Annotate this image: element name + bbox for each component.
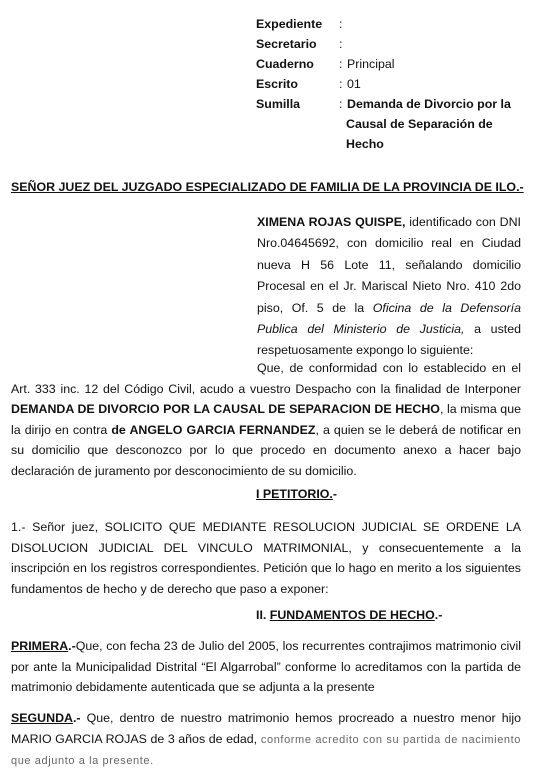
header-key: Sumilla	[256, 97, 301, 111]
sumilla-continuation: Hecho	[346, 137, 384, 151]
header-row-expediente: Expediente :	[256, 14, 511, 34]
addressee: SEÑOR JUEZ DEL JUZGADO ESPECIALIZADO DE FAMILIA DE LA PROVINCIA DE ILO.-	[11, 180, 524, 194]
header-key: Cuaderno	[256, 57, 314, 71]
sumilla-continuation: Causal de Separación de	[346, 117, 493, 131]
primera-label: PRIMERA	[11, 639, 69, 653]
case-header	[256, 14, 511, 154]
fundamento-segunda: SEGUNDA.- Que, dentro de nuestro matrimonio hemos procreado a nuestro menor hijo MARIO GARCIA ROJAS de 3 años de edad, conforme acredito con su partida de nacimiento que adjunto a la presente.	[11, 711, 521, 768]
header-key: Escrito	[256, 77, 299, 91]
demand-type: DEMANDA DE DIVORCIO POR LA CAUSAL DE SEPARACION DE HECHO	[11, 402, 440, 417]
header-row-escrito: Escrito : 01	[256, 74, 511, 94]
intro-paragraph: Que, de conformidad con lo establecido en el Art. 333 inc. 12 del Código Civil, acudo a vuestro Despacho con la finalidad de Interponer DEMANDA DE DIVORCIO POR LA CAUSAL DE SEPARACION DE HECHO, la misma que la dirijo en contra de ANGELO GARCIA FERNANDEZ, a quien se le deberá de notificar en su domicilio que desconozco por lo que procedo en documento anexo a hacer bajo declaración de juramento por desconocimiento de su domicilio.	[11, 361, 521, 478]
header-value: Principal	[347, 57, 395, 71]
header-row-cuaderno: Cuaderno : Principal	[256, 54, 511, 74]
header-key: Expediente	[256, 17, 323, 31]
fundamento-primera: PRIMERA.-Que, con fecha 23 de Julio del 2005, los recurrentes contrajimos matrimonio civil por ante la Municipalidad Distrital “El Algarrobal” conforme lo acreditamos con la partida de matrimonio debidamente autenticada que se adjunta a la presente	[11, 639, 521, 695]
section-title-fundamentos: II. FUNDAMENTOS DE HECHO.-	[256, 608, 443, 622]
petitorio-paragraph: 1.- Señor juez, SOLICITO QUE MEDIANTE RESOLUCION JUDICIAL SE ORDENE LA DISOLUCION JUDICIAL DEL VINCULO MATRIMONIAL, y consecuentemente a la inscripción en los registros correspondientes. Petición que lo hago en merito a los siguientes fundamentos de hecho y de derecho que paso a exponer:	[11, 520, 521, 596]
header-key: Secretario	[256, 37, 317, 51]
faded-text: conforme acredito con su partida de nacimiento que adjunto a la presente.	[11, 733, 521, 768]
identification-paragraph: XIMENA ROJAS QUISPE, identificado con DNI Nro.04645692, con domicilio real en Ciudad nueva H 56 Lote 11, señalando domicilio Procesal en el Jr. Mariscal Nieto Nro. 410 2do piso, Of. 5 de la Oficina de la Defensoría Publica del Ministerio de Justicia, a usted respetuosamente expongo lo siguiente:	[257, 215, 521, 358]
header-value: 01	[347, 77, 361, 91]
header-value: Demanda de Divorcio por la	[347, 97, 511, 111]
office-name: Oficina de la Defensoría Publica del Ministerio de Justicia,	[257, 300, 521, 337]
section-title-petitorio: I PETITORIO.-	[256, 487, 338, 501]
defendant-name: de ANGELO GARCIA FERNANDEZ	[111, 422, 316, 437]
plaintiff-name: XIMENA ROJAS QUISPE,	[257, 215, 406, 229]
header-row-secretario: Secretario :	[256, 34, 511, 54]
segunda-label: SEGUNDA	[11, 711, 73, 725]
header-row-sumilla: Sumilla : Demanda de Divorcio por la	[256, 94, 511, 114]
